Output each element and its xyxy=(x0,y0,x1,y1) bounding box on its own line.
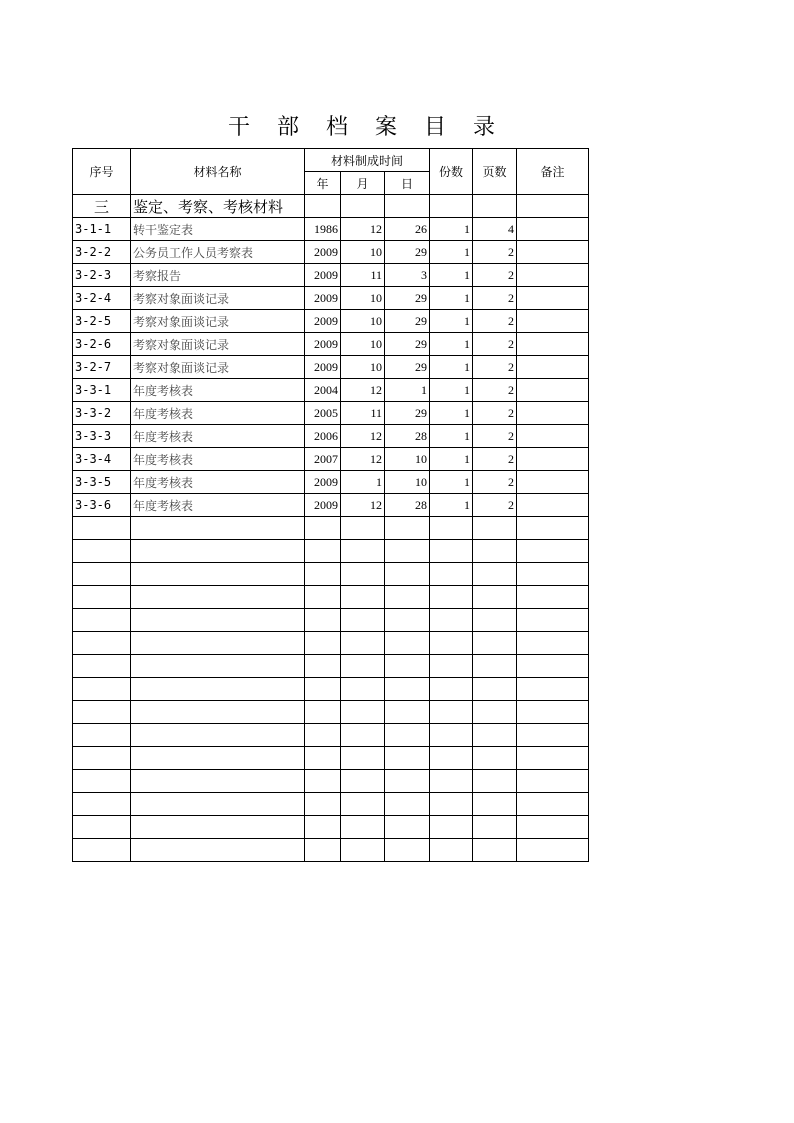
cell-month: 12 xyxy=(341,379,385,402)
cell-material-name xyxy=(131,701,305,724)
cell-seq xyxy=(73,609,131,632)
cell-seq xyxy=(73,563,131,586)
table-row xyxy=(73,471,589,494)
header-seq: 序号 xyxy=(73,149,131,195)
cell-remarks xyxy=(517,724,589,747)
header-date-group: 材料制成时间 xyxy=(305,149,430,172)
cell-day xyxy=(385,609,430,632)
cell-seq: 3-2-7 xyxy=(73,356,131,379)
cell-remarks xyxy=(517,471,589,494)
cell-copies xyxy=(430,701,473,724)
cell-day: 29 xyxy=(385,402,430,425)
cell-day xyxy=(385,747,430,770)
table-row xyxy=(73,839,589,862)
cell-material-name: 考察对象面谈记录 xyxy=(131,310,305,333)
cell-pages xyxy=(473,770,517,793)
cell-day: 29 xyxy=(385,310,430,333)
cell-year xyxy=(305,678,341,701)
cell-pages: 2 xyxy=(473,494,517,517)
cell-copies xyxy=(430,839,473,862)
cell-remarks xyxy=(517,310,589,333)
cell-month: 10 xyxy=(341,241,385,264)
cell-seq xyxy=(73,517,131,540)
section-year xyxy=(305,195,341,218)
cell-month xyxy=(341,655,385,678)
table-row xyxy=(73,379,589,402)
cell-copies xyxy=(430,563,473,586)
cell-seq: 3-3-5 xyxy=(73,471,131,494)
cell-seq: 3-3-3 xyxy=(73,425,131,448)
cell-month xyxy=(341,793,385,816)
cell-seq: 3-2-5 xyxy=(73,310,131,333)
cell-copies xyxy=(430,793,473,816)
header-copies: 份数 xyxy=(430,149,473,195)
cell-year xyxy=(305,655,341,678)
cell-pages xyxy=(473,632,517,655)
header-name: 材料名称 xyxy=(131,149,305,195)
cell-day: 1 xyxy=(385,379,430,402)
cell-remarks xyxy=(517,333,589,356)
cell-month xyxy=(341,816,385,839)
header-row xyxy=(73,149,589,172)
cell-month xyxy=(341,586,385,609)
cell-year: 2007 xyxy=(305,448,341,471)
cell-material-name: 考察对象面谈记录 xyxy=(131,356,305,379)
cell-seq: 3-3-4 xyxy=(73,448,131,471)
cell-copies xyxy=(430,517,473,540)
cell-material-name xyxy=(131,816,305,839)
cell-month xyxy=(341,724,385,747)
section-seq: 三 xyxy=(73,195,131,218)
cell-seq xyxy=(73,586,131,609)
table-row xyxy=(73,425,589,448)
cell-copies: 1 xyxy=(430,425,473,448)
cell-pages: 4 xyxy=(473,218,517,241)
cell-pages xyxy=(473,586,517,609)
cell-year: 2009 xyxy=(305,310,341,333)
cell-pages xyxy=(473,701,517,724)
cell-remarks xyxy=(517,770,589,793)
page-title: 干 部 档 案 目 录 xyxy=(228,115,505,140)
cell-pages xyxy=(473,517,517,540)
table-row xyxy=(73,563,589,586)
cell-month xyxy=(341,747,385,770)
cell-month xyxy=(341,678,385,701)
cell-copies xyxy=(430,747,473,770)
cell-copies: 1 xyxy=(430,356,473,379)
cell-pages xyxy=(473,655,517,678)
cell-remarks xyxy=(517,356,589,379)
cell-year xyxy=(305,770,341,793)
archive-catalog-table xyxy=(72,148,589,862)
cell-material-name xyxy=(131,655,305,678)
table-row xyxy=(73,701,589,724)
table-row xyxy=(73,816,589,839)
cell-day: 26 xyxy=(385,218,430,241)
cell-seq xyxy=(73,632,131,655)
cell-pages: 2 xyxy=(473,356,517,379)
cell-month: 12 xyxy=(341,425,385,448)
cell-copies xyxy=(430,770,473,793)
table-row xyxy=(73,494,589,517)
table-row xyxy=(73,310,589,333)
cell-seq xyxy=(73,770,131,793)
cell-seq xyxy=(73,678,131,701)
cell-seq: 3-2-3 xyxy=(73,264,131,287)
cell-remarks xyxy=(517,379,589,402)
cell-remarks xyxy=(517,517,589,540)
table-row xyxy=(73,747,589,770)
cell-year xyxy=(305,586,341,609)
cell-pages xyxy=(473,816,517,839)
cell-pages xyxy=(473,747,517,770)
cell-year: 2005 xyxy=(305,402,341,425)
cell-seq: 3-3-2 xyxy=(73,402,131,425)
cell-pages: 2 xyxy=(473,310,517,333)
cell-month: 10 xyxy=(341,356,385,379)
cell-material-name: 考察报告 xyxy=(131,264,305,287)
cell-year: 2009 xyxy=(305,333,341,356)
table-row xyxy=(73,264,589,287)
cell-seq xyxy=(73,839,131,862)
table-row xyxy=(73,770,589,793)
cell-remarks xyxy=(517,448,589,471)
cell-month: 10 xyxy=(341,287,385,310)
cell-material-name: 年度考核表 xyxy=(131,402,305,425)
table-row xyxy=(73,356,589,379)
table-row xyxy=(73,402,589,425)
table-row xyxy=(73,241,589,264)
cell-copies xyxy=(430,724,473,747)
cell-year xyxy=(305,701,341,724)
table-row xyxy=(73,655,589,678)
cell-month xyxy=(341,632,385,655)
cell-copies xyxy=(430,655,473,678)
cell-pages: 2 xyxy=(473,448,517,471)
cell-month: 11 xyxy=(341,402,385,425)
cell-remarks xyxy=(517,425,589,448)
cell-year: 2009 xyxy=(305,471,341,494)
cell-month xyxy=(341,540,385,563)
cell-pages: 2 xyxy=(473,241,517,264)
cell-copies: 1 xyxy=(430,264,473,287)
cell-remarks xyxy=(517,747,589,770)
cell-year xyxy=(305,724,341,747)
cell-day: 29 xyxy=(385,356,430,379)
cell-day xyxy=(385,540,430,563)
header-remarks: 备注 xyxy=(517,149,589,195)
cell-year: 2009 xyxy=(305,264,341,287)
cell-seq xyxy=(73,724,131,747)
cell-month: 10 xyxy=(341,333,385,356)
cell-remarks xyxy=(517,793,589,816)
table-row xyxy=(73,540,589,563)
cell-material-name: 考察对象面谈记录 xyxy=(131,333,305,356)
cell-pages: 2 xyxy=(473,264,517,287)
cell-day: 29 xyxy=(385,241,430,264)
cell-remarks xyxy=(517,218,589,241)
header-month: 月 xyxy=(341,172,385,195)
cell-day xyxy=(385,770,430,793)
table-row xyxy=(73,287,589,310)
cell-seq: 3-1-1 xyxy=(73,218,131,241)
cell-month xyxy=(341,609,385,632)
cell-remarks xyxy=(517,264,589,287)
cell-remarks xyxy=(517,287,589,310)
table-row xyxy=(73,333,589,356)
cell-year: 2009 xyxy=(305,241,341,264)
cell-material-name xyxy=(131,632,305,655)
cell-material-name: 年度考核表 xyxy=(131,379,305,402)
cell-day xyxy=(385,839,430,862)
table-row xyxy=(73,586,589,609)
cell-copies xyxy=(430,678,473,701)
section-pages xyxy=(473,195,517,218)
cell-copies xyxy=(430,632,473,655)
section-month xyxy=(341,195,385,218)
cell-seq: 3-3-6 xyxy=(73,494,131,517)
cell-month: 11 xyxy=(341,264,385,287)
cell-year: 2009 xyxy=(305,494,341,517)
cell-pages: 2 xyxy=(473,471,517,494)
cell-year xyxy=(305,517,341,540)
cell-seq: 3-2-6 xyxy=(73,333,131,356)
cell-seq xyxy=(73,747,131,770)
table-row xyxy=(73,218,589,241)
header-day: 日 xyxy=(385,172,430,195)
section-name: 鉴定、考察、考核材料 xyxy=(131,195,305,218)
cell-material-name: 年度考核表 xyxy=(131,494,305,517)
cell-pages xyxy=(473,540,517,563)
cell-remarks xyxy=(517,839,589,862)
cell-month xyxy=(341,839,385,862)
cell-pages xyxy=(473,793,517,816)
cell-material-name xyxy=(131,517,305,540)
cell-day: 10 xyxy=(385,448,430,471)
cell-day xyxy=(385,586,430,609)
cell-month: 10 xyxy=(341,310,385,333)
cell-material-name xyxy=(131,563,305,586)
cell-day xyxy=(385,816,430,839)
cell-copies: 1 xyxy=(430,494,473,517)
cell-day xyxy=(385,563,430,586)
cell-pages: 2 xyxy=(473,287,517,310)
cell-copies: 1 xyxy=(430,379,473,402)
cell-remarks xyxy=(517,563,589,586)
cell-day xyxy=(385,517,430,540)
cell-day: 10 xyxy=(385,471,430,494)
cell-day xyxy=(385,632,430,655)
cell-copies: 1 xyxy=(430,471,473,494)
cell-remarks xyxy=(517,816,589,839)
cell-copies: 1 xyxy=(430,241,473,264)
cell-year xyxy=(305,839,341,862)
cell-month: 12 xyxy=(341,494,385,517)
cell-copies: 1 xyxy=(430,218,473,241)
cell-material-name xyxy=(131,586,305,609)
cell-material-name xyxy=(131,839,305,862)
cell-year: 2004 xyxy=(305,379,341,402)
cell-material-name xyxy=(131,724,305,747)
cell-material-name: 年度考核表 xyxy=(131,425,305,448)
cell-year xyxy=(305,563,341,586)
cell-pages: 2 xyxy=(473,333,517,356)
cell-month xyxy=(341,701,385,724)
cell-material-name xyxy=(131,678,305,701)
cell-copies xyxy=(430,540,473,563)
cell-month xyxy=(341,770,385,793)
cell-seq xyxy=(73,655,131,678)
cell-remarks xyxy=(517,494,589,517)
table-row xyxy=(73,678,589,701)
cell-seq xyxy=(73,816,131,839)
cell-material-name: 年度考核表 xyxy=(131,471,305,494)
header-year: 年 xyxy=(305,172,341,195)
cell-copies: 1 xyxy=(430,287,473,310)
cell-material-name: 年度考核表 xyxy=(131,448,305,471)
cell-seq: 3-3-1 xyxy=(73,379,131,402)
cell-seq xyxy=(73,793,131,816)
cell-material-name xyxy=(131,747,305,770)
section-remarks xyxy=(517,195,589,218)
cell-day xyxy=(385,678,430,701)
cell-day: 28 xyxy=(385,494,430,517)
cell-pages: 2 xyxy=(473,379,517,402)
cell-day xyxy=(385,793,430,816)
cell-year xyxy=(305,609,341,632)
cell-remarks xyxy=(517,678,589,701)
cell-pages: 2 xyxy=(473,425,517,448)
cell-remarks xyxy=(517,241,589,264)
cell-copies: 1 xyxy=(430,333,473,356)
cell-copies xyxy=(430,586,473,609)
cell-copies xyxy=(430,816,473,839)
cell-remarks xyxy=(517,540,589,563)
cell-day: 3 xyxy=(385,264,430,287)
cell-seq: 3-2-4 xyxy=(73,287,131,310)
cell-month: 1 xyxy=(341,471,385,494)
cell-year xyxy=(305,540,341,563)
cell-year xyxy=(305,632,341,655)
cell-pages: 2 xyxy=(473,402,517,425)
cell-pages xyxy=(473,563,517,586)
cell-remarks xyxy=(517,655,589,678)
cell-day xyxy=(385,724,430,747)
cell-month: 12 xyxy=(341,218,385,241)
cell-day: 29 xyxy=(385,287,430,310)
cell-material-name xyxy=(131,609,305,632)
cell-material-name: 公务员工作人员考察表 xyxy=(131,241,305,264)
cell-copies: 1 xyxy=(430,310,473,333)
table-row xyxy=(73,724,589,747)
cell-year: 2009 xyxy=(305,356,341,379)
cell-year xyxy=(305,816,341,839)
cell-remarks xyxy=(517,586,589,609)
section-copies xyxy=(430,195,473,218)
cell-material-name xyxy=(131,793,305,816)
cell-pages xyxy=(473,609,517,632)
header-pages: 页数 xyxy=(473,149,517,195)
cell-material-name xyxy=(131,770,305,793)
cell-year xyxy=(305,747,341,770)
table-row xyxy=(73,793,589,816)
cell-month: 12 xyxy=(341,448,385,471)
cell-remarks xyxy=(517,632,589,655)
cell-day: 28 xyxy=(385,425,430,448)
cell-year: 2009 xyxy=(305,287,341,310)
table-row xyxy=(73,609,589,632)
cell-remarks xyxy=(517,701,589,724)
cell-seq xyxy=(73,701,131,724)
cell-material-name xyxy=(131,540,305,563)
cell-day xyxy=(385,655,430,678)
cell-copies: 1 xyxy=(430,402,473,425)
cell-year: 2006 xyxy=(305,425,341,448)
cell-year xyxy=(305,793,341,816)
section-day xyxy=(385,195,430,218)
cell-seq: 3-2-2 xyxy=(73,241,131,264)
cell-pages xyxy=(473,839,517,862)
section-row xyxy=(73,195,589,218)
cell-day: 29 xyxy=(385,333,430,356)
cell-material-name: 转干鉴定表 xyxy=(131,218,305,241)
cell-pages xyxy=(473,724,517,747)
cell-remarks xyxy=(517,402,589,425)
table-row xyxy=(73,517,589,540)
cell-pages xyxy=(473,678,517,701)
cell-year: 1986 xyxy=(305,218,341,241)
cell-month xyxy=(341,563,385,586)
cell-material-name: 考察对象面谈记录 xyxy=(131,287,305,310)
cell-day xyxy=(385,701,430,724)
table-row xyxy=(73,632,589,655)
cell-copies: 1 xyxy=(430,448,473,471)
table-row xyxy=(73,448,589,471)
cell-copies xyxy=(430,609,473,632)
cell-remarks xyxy=(517,609,589,632)
cell-month xyxy=(341,517,385,540)
cell-seq xyxy=(73,540,131,563)
